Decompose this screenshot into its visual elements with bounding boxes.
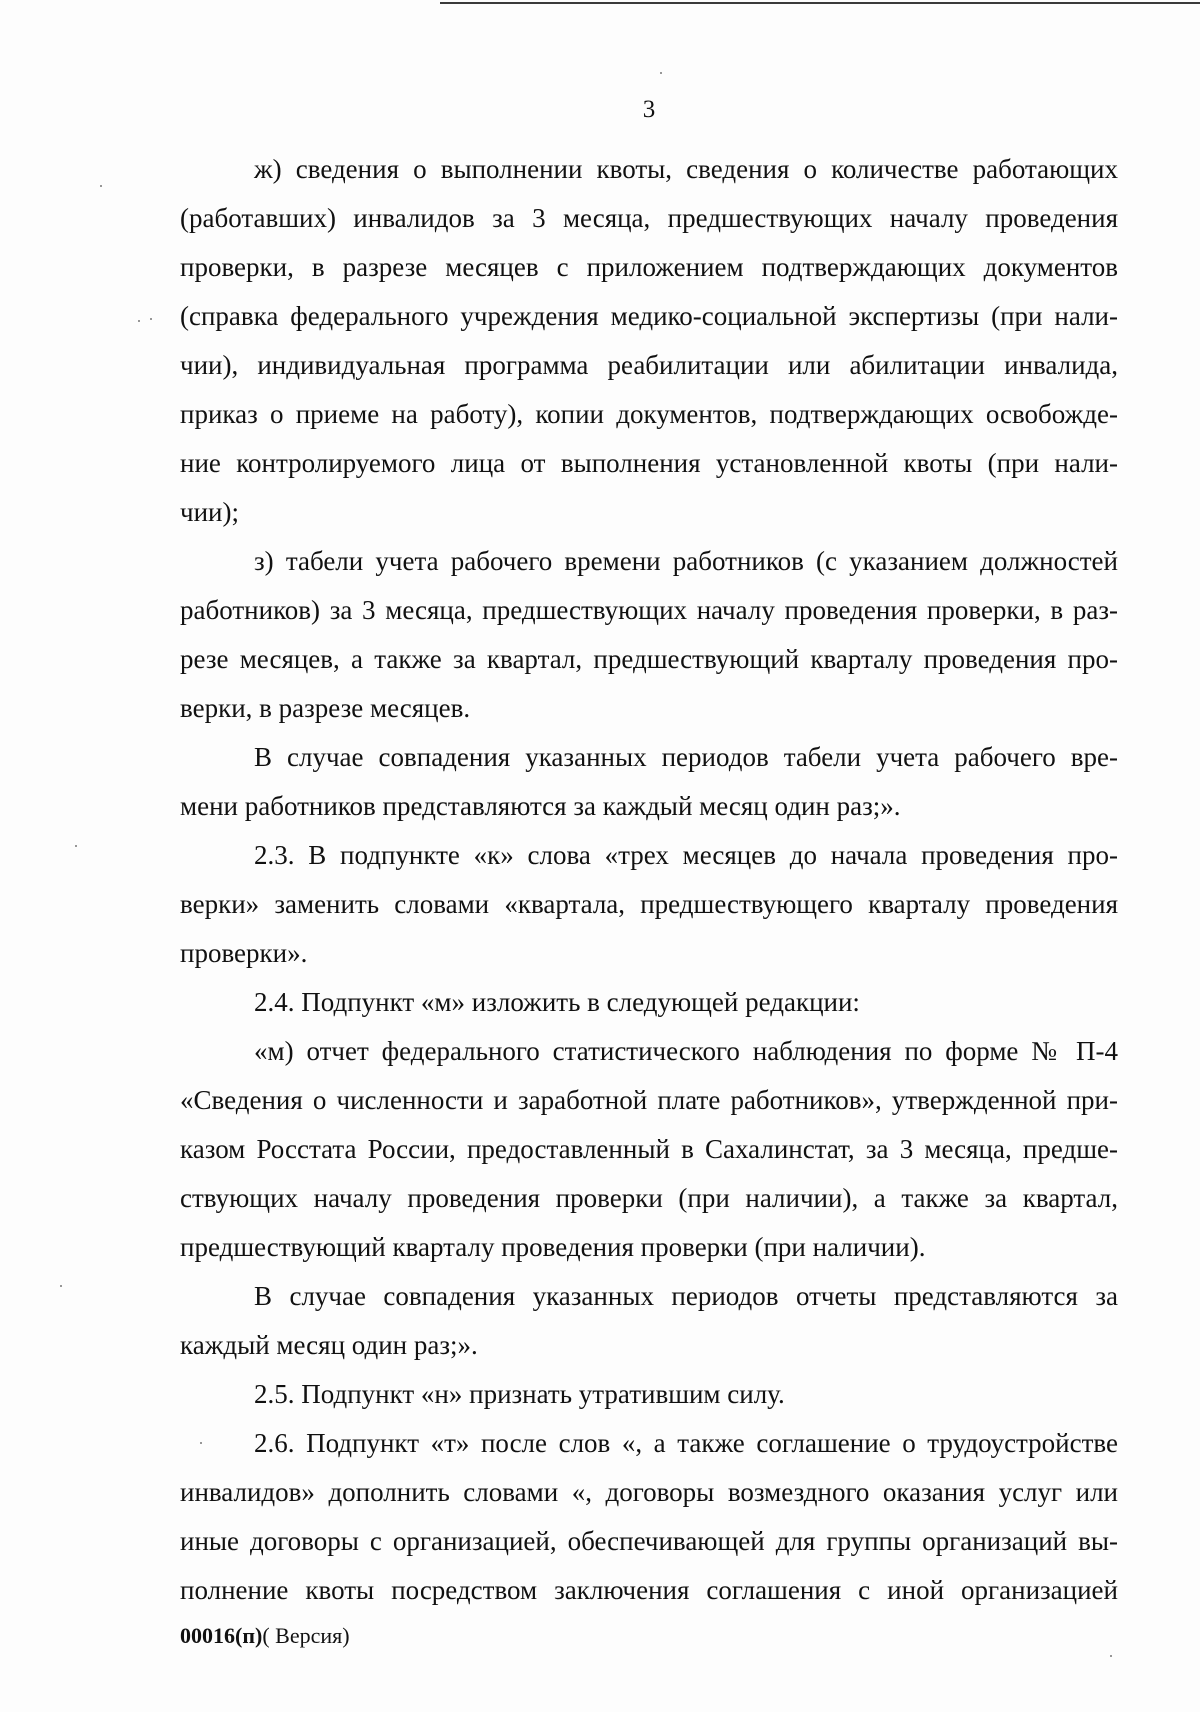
text-line: инвалидов» дополнить словами «, договоры возмездного оказания услуг или	[180, 1477, 1118, 1507]
scan-speck	[60, 1285, 62, 1287]
text-line: чии);	[180, 497, 239, 527]
text-line: ние контролируемого лица от выполнения установленной квоты (при нали-	[180, 448, 1118, 478]
document-code: 00016(п)	[180, 1623, 263, 1648]
scan-speck	[138, 320, 140, 322]
paragraph	[180, 733, 1118, 831]
text-line: верки» заменить словами «квартала, предшествующего кварталу проведения	[180, 889, 1118, 919]
text-line: 2.4. Подпункт «м» изложить в следующей редакции:	[254, 987, 860, 1017]
text-line: иные договоры с организацией, обеспечивающей для группы организаций вы-	[180, 1526, 1118, 1556]
scan-speck	[660, 72, 662, 74]
paragraph	[180, 1272, 1118, 1370]
text-line: «Сведения о численности и заработной плате работников», утвержденной при-	[180, 1085, 1118, 1115]
text-line: казом Росстата России, предоставленный в Сахалинстат, за 3 месяца, предше-	[180, 1134, 1118, 1164]
document-body	[180, 145, 1118, 1615]
paragraph	[180, 1027, 1118, 1272]
text-line: работников) за 3 месяца, предшествующих началу проведения проверки, в раз-	[180, 595, 1118, 625]
scan-speck	[150, 318, 152, 320]
text-line: 2.6. Подпункт «т» после слов «, а также соглашение о трудоустройстве	[254, 1428, 1118, 1458]
text-line: каждый месяц один раз;».	[180, 1330, 478, 1360]
text-line: з) табели учета рабочего времени работников (с указанием должностей	[254, 546, 1118, 576]
text-line: верки, в разрезе месяцев.	[180, 693, 471, 723]
scan-speck	[1110, 1655, 1112, 1657]
text-line: (справка федерального учреждения медико-социальной экспертизы (при нали-	[180, 301, 1118, 331]
text-line: «м) отчет федерального статистического наблюдения по форме № П-4	[254, 1036, 1118, 1066]
paragraph	[180, 1419, 1118, 1615]
scan-speck	[100, 185, 102, 187]
text-line: приказ о приеме на работу), копии документов, подтверждающих освобожде-	[180, 399, 1118, 429]
top-border-line	[440, 2, 1200, 4]
text-line: В случае совпадения указанных периодов табели учета рабочего вре-	[254, 742, 1118, 772]
text-line: (работавших) инвалидов за 3 месяца, предшествующих началу проведения	[180, 203, 1118, 233]
document-footer	[180, 1623, 350, 1649]
text-line: 2.5. Подпункт «н» признать утратившим силу.	[254, 1379, 785, 1409]
text-line: чии), индивидуальная программа реабилитации или абилитации инвалида,	[180, 350, 1118, 380]
page-number: 3	[642, 96, 656, 123]
paragraph	[180, 1370, 1118, 1419]
text-line: полнение квоты посредством заключения соглашения с иной организацией	[180, 1575, 1118, 1605]
text-line: 2.3. В подпункте «к» слова «трех месяцев до начала проведения про-	[254, 840, 1118, 870]
text-line: ж) сведения о выполнении квоты, сведения о количестве работающих	[254, 154, 1118, 184]
paragraph	[180, 537, 1118, 733]
text-line: предшествующий кварталу проведения проверки (при наличии).	[180, 1232, 926, 1262]
scan-speck	[200, 1442, 202, 1444]
text-line: резе месяцев, а также за квартал, предшествующий кварталу проведения про-	[180, 644, 1118, 674]
text-line: проверки, в разрезе месяцев с приложением подтверждающих документов	[180, 252, 1118, 282]
text-line: В случае совпадения указанных периодов отчеты представляются за	[254, 1281, 1118, 1311]
paragraph	[180, 145, 1118, 537]
text-line: проверки».	[180, 938, 308, 968]
text-line: мени работников представляются за каждый месяц один раз;».	[180, 791, 901, 821]
paragraph	[180, 978, 1118, 1027]
paragraph	[180, 831, 1118, 978]
text-line: ствующих началу проведения проверки (при наличии), а также за квартал,	[180, 1183, 1118, 1213]
scan-speck	[75, 845, 77, 847]
document-version: ( Версия)	[262, 1623, 350, 1648]
